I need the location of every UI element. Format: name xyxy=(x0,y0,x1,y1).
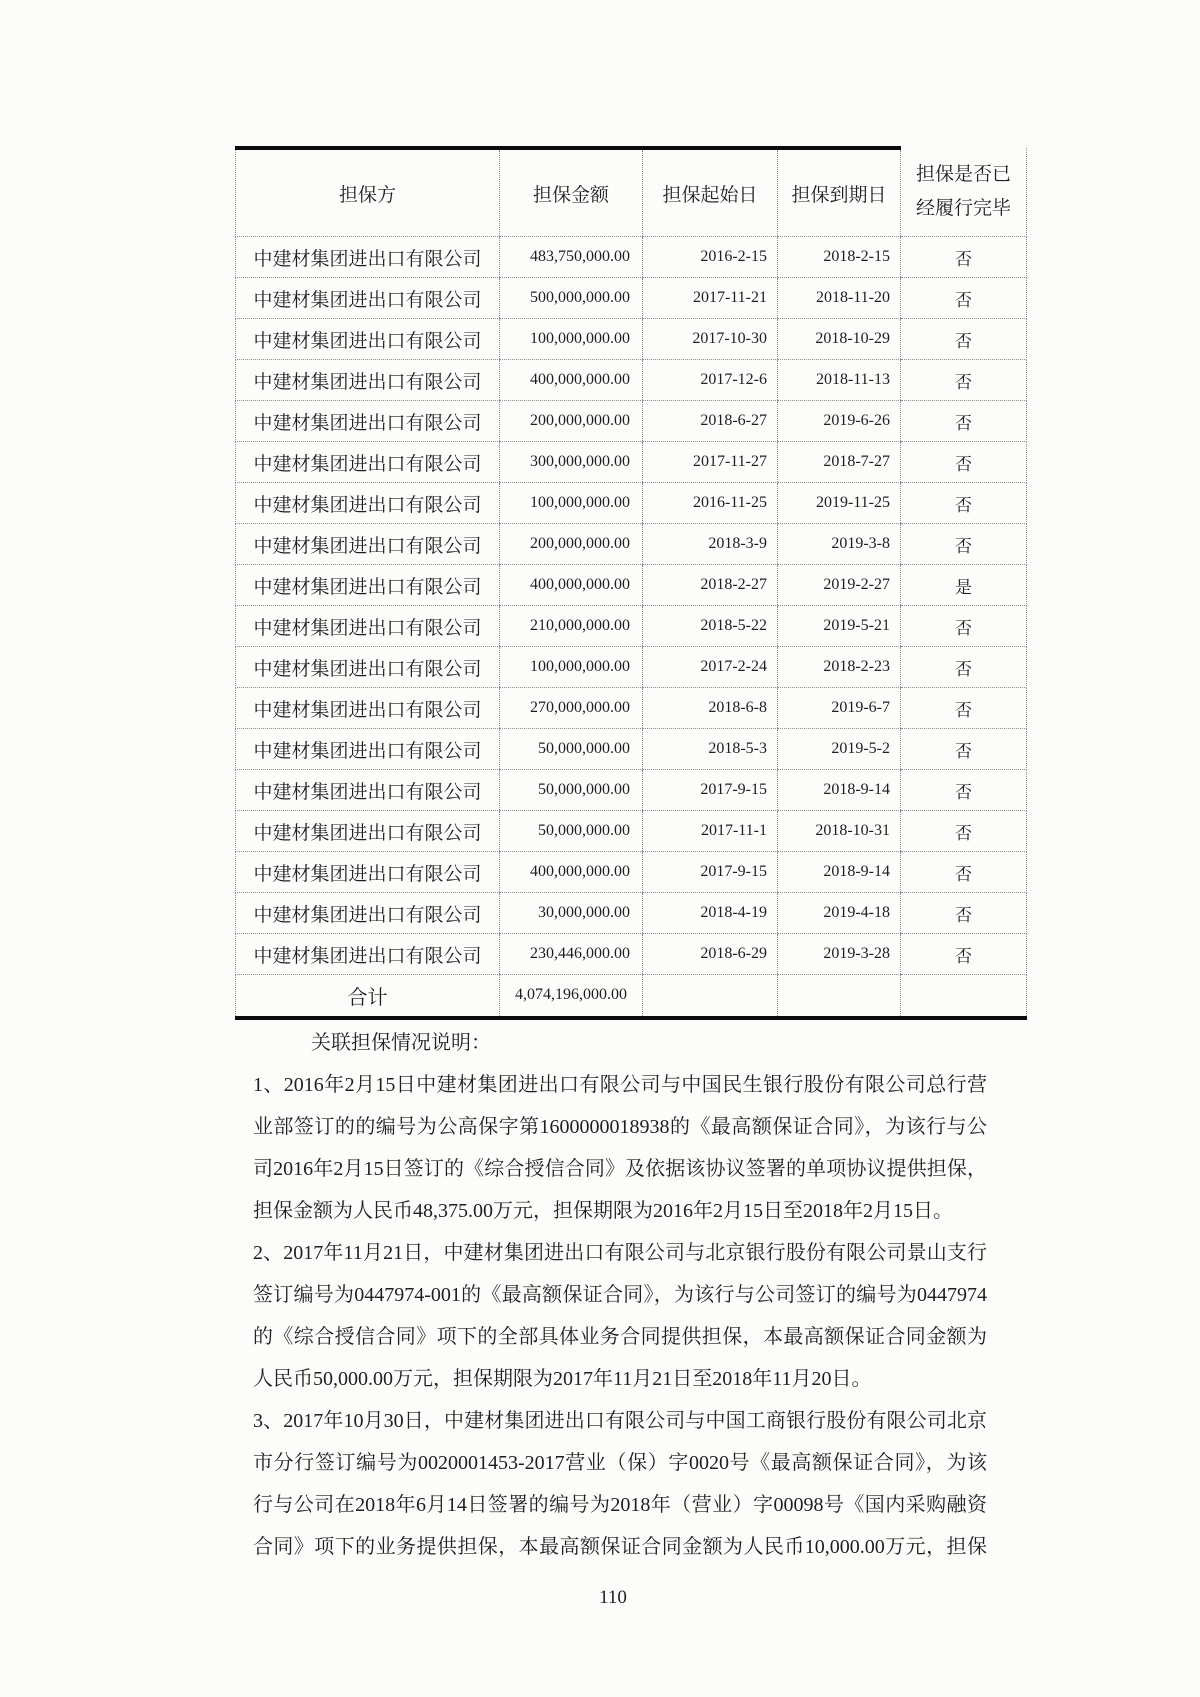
amount-cell: 500,000,000.00 xyxy=(500,278,643,319)
col-header-fulfilled xyxy=(901,148,1027,237)
guarantor-cell: 中建材集团进出口有限公司 xyxy=(236,360,500,401)
table-row xyxy=(236,278,1027,319)
col-header-guarantor: 担保方 xyxy=(236,148,500,237)
amount-cell: 50,000,000.00 xyxy=(500,729,643,770)
table-header-row xyxy=(236,148,1027,237)
end-date-cell: 2018-11-20 xyxy=(778,278,901,319)
end-date-cell: 2019-2-27 xyxy=(778,565,901,606)
amount-cell: 50,000,000.00 xyxy=(500,770,643,811)
end-date-cell: 2019-5-2 xyxy=(778,729,901,770)
end-date-cell: 2019-6-7 xyxy=(778,688,901,729)
amount-cell: 400,000,000.00 xyxy=(500,360,643,401)
table-row xyxy=(236,811,1027,852)
amount-cell: 300,000,000.00 xyxy=(500,442,643,483)
end-date-cell: 2018-9-14 xyxy=(778,852,901,893)
end-date-cell: 2019-5-21 xyxy=(778,606,901,647)
fulfilled-cell: 否 xyxy=(901,852,1027,893)
amount-cell: 230,446,000.00 xyxy=(500,934,643,975)
fulfilled-cell: 否 xyxy=(901,401,1027,442)
amount-cell: 200,000,000.00 xyxy=(500,401,643,442)
start-date-cell: 2018-5-22 xyxy=(643,606,778,647)
amount-cell: 210,000,000.00 xyxy=(500,606,643,647)
end-date-cell: 2018-11-13 xyxy=(778,360,901,401)
amount-cell: 400,000,000.00 xyxy=(500,852,643,893)
start-date-cell: 2018-5-3 xyxy=(643,729,778,770)
total-empty-cell xyxy=(901,975,1027,1018)
fulfilled-cell: 否 xyxy=(901,893,1027,934)
fulfilled-cell: 否 xyxy=(901,770,1027,811)
col-header-start-date: 担保起始日 xyxy=(643,148,778,237)
end-date-cell: 2018-10-29 xyxy=(778,319,901,360)
paragraph-line: 司2016年2月15日签订的《综合授信合同》及依据该协议签署的单项协议提供担保， xyxy=(253,1158,987,1180)
start-date-cell: 2017-9-15 xyxy=(643,852,778,893)
amount-cell: 50,000,000.00 xyxy=(500,811,643,852)
note-paragraph xyxy=(253,1232,987,1400)
table-row xyxy=(236,401,1027,442)
fulfilled-cell: 否 xyxy=(901,360,1027,401)
fulfilled-cell: 否 xyxy=(901,442,1027,483)
fulfilled-cell: 否 xyxy=(901,524,1027,565)
guarantor-cell: 中建材集团进出口有限公司 xyxy=(236,934,500,975)
guarantor-cell: 中建材集团进出口有限公司 xyxy=(236,893,500,934)
guarantor-cell: 中建材集团进出口有限公司 xyxy=(236,483,500,524)
table-row xyxy=(236,770,1027,811)
start-date-cell: 2017-11-27 xyxy=(643,442,778,483)
table-row xyxy=(236,852,1027,893)
guarantor-cell: 中建材集团进出口有限公司 xyxy=(236,565,500,606)
table-row xyxy=(236,483,1027,524)
note-paragraph xyxy=(253,1064,987,1232)
paragraph-line: 合同》项下的业务提供担保，本最高额保证合同金额为人民币10,000.00万元，担保 xyxy=(253,1536,987,1558)
guarantor-cell: 中建材集团进出口有限公司 xyxy=(236,852,500,893)
start-date-cell: 2018-4-19 xyxy=(643,893,778,934)
start-date-cell: 2018-2-27 xyxy=(643,565,778,606)
fulfilled-cell: 否 xyxy=(901,237,1027,278)
end-date-cell: 2018-10-31 xyxy=(778,811,901,852)
guarantor-cell: 中建材集团进出口有限公司 xyxy=(236,319,500,360)
notes-section xyxy=(253,1022,987,1568)
total-label-cell: 合计 xyxy=(236,975,500,1018)
fulfilled-cell: 否 xyxy=(901,483,1027,524)
amount-cell: 100,000,000.00 xyxy=(500,483,643,524)
table-row xyxy=(236,688,1027,729)
page-number: 110 xyxy=(599,1587,627,1608)
fulfilled-cell: 否 xyxy=(901,606,1027,647)
end-date-cell: 2019-6-26 xyxy=(778,401,901,442)
fulfilled-cell: 否 xyxy=(901,278,1027,319)
table-row xyxy=(236,237,1027,278)
amount-cell: 483,750,000.00 xyxy=(500,237,643,278)
total-amount-cell: 4,074,196,000.00 xyxy=(500,975,643,1018)
col-header-fulfilled-line2: 经履行完毕 xyxy=(915,198,1011,219)
note-paragraph xyxy=(253,1400,987,1568)
start-date-cell: 2017-12-6 xyxy=(643,360,778,401)
amount-cell: 400,000,000.00 xyxy=(500,565,643,606)
table-row xyxy=(236,606,1027,647)
paragraph-line: 业部签订的的编号为公高保字第1600000018938的《最高额保证合同》，为该行与公 xyxy=(253,1116,987,1138)
start-date-cell: 2017-10-30 xyxy=(643,319,778,360)
paragraph-line: 市分行签订编号为0020001453-2017营业（保）字0020号《最高额保证合同》，为该 xyxy=(253,1452,987,1474)
paragraph-line: 2、2017年11月21日，中建材集团进出口有限公司与北京银行股份有限公司景山支行 xyxy=(253,1242,987,1264)
paragraph-line: 1、2016年2月15日中建材集团进出口有限公司与中国民生银行股份有限公司总行营 xyxy=(253,1074,987,1096)
start-date-cell: 2018-6-8 xyxy=(643,688,778,729)
table-row xyxy=(236,729,1027,770)
notes-paragraphs xyxy=(253,1064,987,1568)
guarantor-cell: 中建材集团进出口有限公司 xyxy=(236,729,500,770)
end-date-cell: 2019-11-25 xyxy=(778,483,901,524)
start-date-cell: 2017-11-1 xyxy=(643,811,778,852)
end-date-cell: 2018-2-15 xyxy=(778,237,901,278)
col-header-amount: 担保金额 xyxy=(500,148,643,237)
paragraph-line: 人民币50,000.00万元，担保期限为2017年11月21日至2018年11月20日。 xyxy=(253,1368,872,1390)
start-date-cell: 2018-6-27 xyxy=(643,401,778,442)
total-empty-cell xyxy=(643,975,778,1018)
paragraph-line: 担保金额为人民币48,375.00万元，担保期限为2016年2月15日至2018年2月15日。 xyxy=(253,1200,953,1222)
notes-heading: 关联担保情况说明： xyxy=(311,1032,491,1054)
fulfilled-cell: 否 xyxy=(901,688,1027,729)
table-row xyxy=(236,442,1027,483)
fulfilled-cell: 否 xyxy=(901,319,1027,360)
amount-cell: 30,000,000.00 xyxy=(500,893,643,934)
table-row xyxy=(236,934,1027,975)
total-row xyxy=(236,975,1027,1018)
fulfilled-cell: 否 xyxy=(901,811,1027,852)
end-date-cell: 2019-3-8 xyxy=(778,524,901,565)
col-header-end-date: 担保到期日 xyxy=(778,148,901,237)
guarantor-cell: 中建材集团进出口有限公司 xyxy=(236,524,500,565)
table-row xyxy=(236,319,1027,360)
start-date-cell: 2016-11-25 xyxy=(643,483,778,524)
guarantee-table xyxy=(235,146,1027,1020)
total-empty-cell xyxy=(778,975,901,1018)
end-date-cell: 2019-3-28 xyxy=(778,934,901,975)
guarantor-cell: 中建材集团进出口有限公司 xyxy=(236,442,500,483)
guarantor-cell: 中建材集团进出口有限公司 xyxy=(236,770,500,811)
fulfilled-cell: 否 xyxy=(901,729,1027,770)
guarantor-cell: 中建材集团进出口有限公司 xyxy=(236,606,500,647)
start-date-cell: 2018-6-29 xyxy=(643,934,778,975)
table-row xyxy=(236,360,1027,401)
guarantor-cell: 中建材集团进出口有限公司 xyxy=(236,688,500,729)
guarantor-cell: 中建材集团进出口有限公司 xyxy=(236,811,500,852)
amount-cell: 100,000,000.00 xyxy=(500,319,643,360)
guarantor-cell: 中建材集团进出口有限公司 xyxy=(236,401,500,442)
guarantor-cell: 中建材集团进出口有限公司 xyxy=(236,647,500,688)
table-row xyxy=(236,893,1027,934)
start-date-cell: 2018-3-9 xyxy=(643,524,778,565)
table-row xyxy=(236,565,1027,606)
guarantor-cell: 中建材集团进出口有限公司 xyxy=(236,237,500,278)
fulfilled-cell: 否 xyxy=(901,647,1027,688)
guarantor-cell: 中建材集团进出口有限公司 xyxy=(236,278,500,319)
table-row xyxy=(236,647,1027,688)
paragraph-line: 行与公司在2018年6月14日签署的编号为2018年（营业）字00098号《国内采购融资 xyxy=(253,1494,987,1516)
end-date-cell: 2018-7-27 xyxy=(778,442,901,483)
amount-cell: 100,000,000.00 xyxy=(500,647,643,688)
end-date-cell: 2018-9-14 xyxy=(778,770,901,811)
start-date-cell: 2017-2-24 xyxy=(643,647,778,688)
end-date-cell: 2018-2-23 xyxy=(778,647,901,688)
start-date-cell: 2017-11-21 xyxy=(643,278,778,319)
fulfilled-cell: 否 xyxy=(901,934,1027,975)
paragraph-line: 的《综合授信合同》项下的全部具体业务合同提供担保，本最高额保证合同金额为 xyxy=(253,1326,987,1348)
end-date-cell: 2019-4-18 xyxy=(778,893,901,934)
fulfilled-cell: 是 xyxy=(901,565,1027,606)
col-header-fulfilled-line1: 担保是否已 xyxy=(915,164,1011,185)
paragraph-line: 签订编号为0447974-001的《最高额保证合同》，为该行与公司签订的编号为0447974 xyxy=(253,1284,987,1306)
amount-cell: 200,000,000.00 xyxy=(500,524,643,565)
table-row xyxy=(236,524,1027,565)
paragraph-line: 3、2017年10月30日，中建材集团进出口有限公司与中国工商银行股份有限公司北京 xyxy=(253,1410,987,1432)
start-date-cell: 2017-9-15 xyxy=(643,770,778,811)
start-date-cell: 2016-2-15 xyxy=(643,237,778,278)
amount-cell: 270,000,000.00 xyxy=(500,688,643,729)
